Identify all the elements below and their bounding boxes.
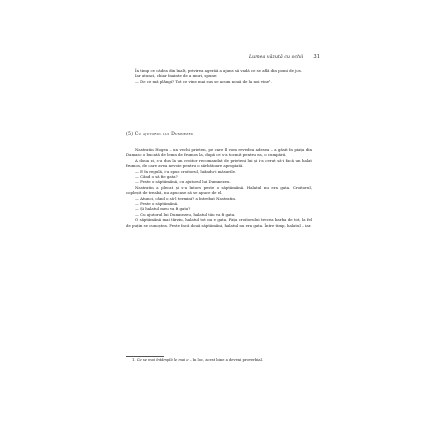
dialogue-line: — E în regulă, i-a spus croitorul, luându-i măsurile. [135, 168, 237, 174]
footnote [132, 358, 314, 363]
dialogue-line: — Peste o săptămână, cu ajutorul lui Dumnezeu. [135, 179, 231, 185]
top-text-block [126, 68, 312, 84]
paragraph: A doua zi, s-a dus la un croitor recomandat de prieteni lui și i-a cerut să-i facă un halat frumos, de care avea nevoie pentru o sărbătoare apropiată. [126, 157, 312, 169]
paragraph: În timp ce cădea din înalt, privirea agerăă a ajuns să vadă ce se află din pomi de jos. [135, 68, 302, 73]
dialogue-line: — Cu ajutorul lui Dumnezeu, halatul tău va fi gata. [135, 211, 236, 217]
paragraph: Iar atunci, chiar înainte de a muri, spune: [135, 73, 218, 79]
running-title: Lumea văzută cu ochii [249, 54, 304, 60]
section-number: (5) [126, 132, 134, 137]
section-title: Cu ajutorul lui Dumnezeu [134, 132, 194, 137]
dialogue-line: — Și halatul meu va fi gata? [135, 206, 191, 212]
paragraph: Nastratin Hogea – un vechi prieten, pe care îl vom revedea adesea – a găsit în piața din Damasc o bucată de lemn de frumos la, după ce s-a tocmit pentru ea, o cumpără. [126, 147, 312, 158]
dialogue-line: — Când o să fie gata? [135, 174, 178, 180]
dialogue-line: — Atunci, când o să-l termini? a întrebat Nastratin. [135, 195, 237, 201]
footnote-divider [126, 356, 164, 357]
footnote-italic-text: Ce se mai întâmplă le mai e [136, 358, 189, 362]
page-header [120, 52, 320, 62]
dialogue-line: — Peste o săptămână. [135, 201, 179, 207]
section-heading [126, 132, 312, 137]
footnote-text: – în loc, acest bine a deveni proverbial. [188, 358, 263, 362]
page-number: 31 [313, 54, 320, 60]
paragraph: — De ce mă plângi? Tot ce vine mai sus se acum nouă de la noi vine¹. [135, 78, 272, 84]
main-text-block [126, 147, 312, 228]
footnote-marker: 1. [132, 358, 136, 362]
paragraph: Nastratin a plecat și s-a întors peste o săptămână. Halatul nu era gata. Croitorul, copleșit de treabă, nu apucase să se apuce de el. [126, 184, 312, 196]
paragraph: O săptămână mai târziu, halatul tot nu e gata. Fața croitorului trecea barba de tot, la fel de puțin se cunoștea. Peste încă două săptămâni, halatul nu era gata. Între timp, halatul – iar. [126, 217, 312, 228]
